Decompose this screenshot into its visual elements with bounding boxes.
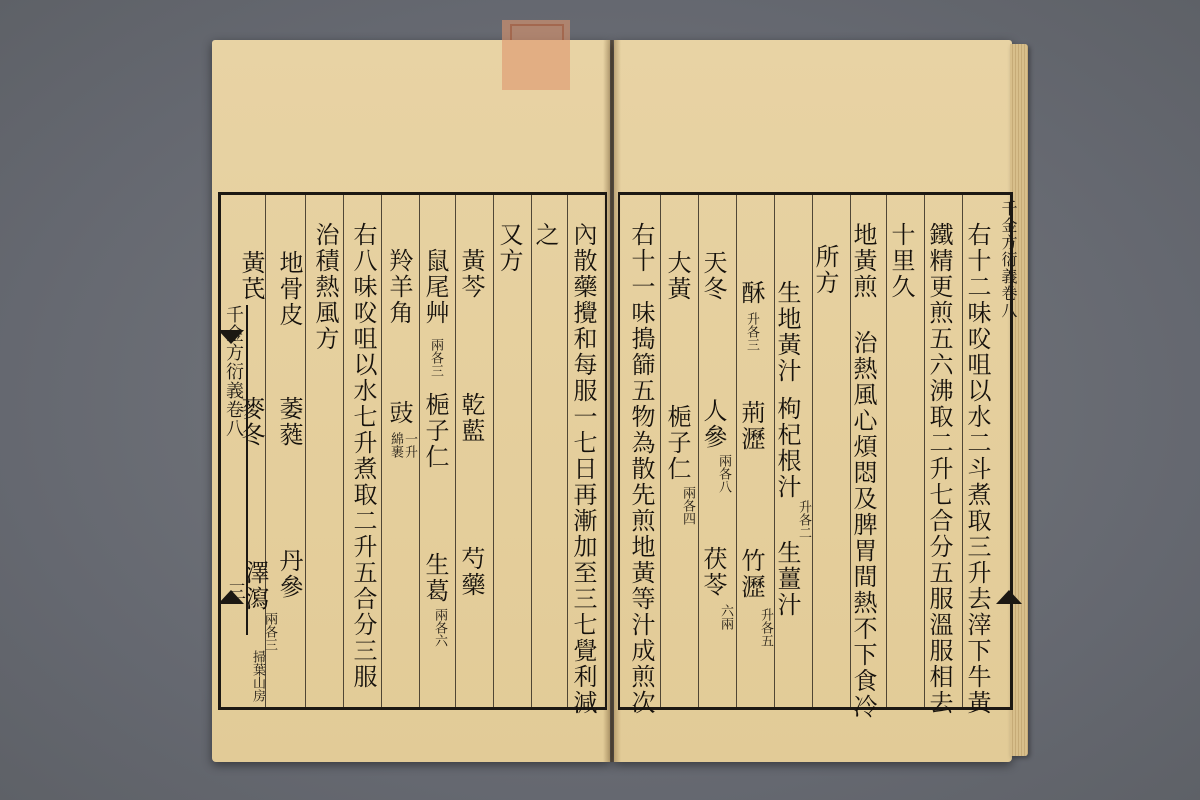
right-fishtail-icon xyxy=(996,590,1022,604)
left-col-9-a: 地骨皮 xyxy=(275,250,303,328)
right-col-9-a: 大黃 xyxy=(663,250,691,302)
right-col-7-c: 竹瀝 xyxy=(737,548,765,600)
right-col-9-b: 梔子仁 xyxy=(663,404,691,482)
right-col-6-a: 生地黃汁 xyxy=(773,280,801,384)
right-col-7-b: 荊瀝 xyxy=(737,400,765,452)
left-col-1: 內散藥攪和每服一七日再漸加至三七覺利減 xyxy=(569,222,597,716)
right-col-7-note-c: 升各五 xyxy=(758,608,773,647)
right-col-7-note: 升各三 xyxy=(744,312,759,351)
left-col-6-a: 羚羊角 xyxy=(385,248,413,326)
seal-mark-icon xyxy=(510,24,564,40)
left-col-5-note: 兩各三 xyxy=(428,338,443,377)
fishtail-top-icon xyxy=(218,330,244,344)
left-col-5-b: 梔子仁 xyxy=(421,392,449,470)
right-col-1: 右十二味㕮咀以水二斗煮取三升去滓下牛黃 xyxy=(963,222,991,716)
right-col-7-a: 酥 xyxy=(737,280,765,306)
left-col-10-c: 澤瀉 xyxy=(241,560,269,612)
left-col-5-note-c: 兩各六 xyxy=(432,608,447,647)
left-col-2: 之 xyxy=(531,222,559,248)
left-col-4-b: 乾藍 xyxy=(457,392,485,444)
right-col-9-note: 兩各四 xyxy=(680,486,695,525)
right-col-8-c: 茯苓 xyxy=(699,546,727,598)
left-col-3: 又方 xyxy=(495,222,523,274)
left-col-6-note: 一升 xyxy=(402,432,417,458)
right-col-3: 十里久 xyxy=(887,222,915,300)
right-col-5: 所方 xyxy=(811,244,839,296)
right-col-6-c: 生薑汁 xyxy=(773,540,801,618)
left-col-6-b: 豉 xyxy=(385,400,413,426)
left-col-6-note-b: 綿裹 xyxy=(388,432,403,458)
right-col-8-a: 天冬 xyxy=(699,250,727,302)
left-page-number: 三 xyxy=(225,582,246,600)
left-col-5-c: 生葛 xyxy=(421,552,449,604)
left-col-9-b: 萎蕤 xyxy=(275,396,303,448)
right-col-6-note: 升各二 xyxy=(796,500,811,539)
right-col-10: 右十一味搗篩五物為散先煎地黃等汁成煎次 xyxy=(627,222,655,716)
left-col-10-b: 麥冬 xyxy=(237,396,265,448)
publisher-imprint: 掃葉山房 xyxy=(250,650,265,702)
right-col-4-b: 治熱風心煩悶及脾胃間熱不下食冷 xyxy=(849,330,877,720)
left-col-10-note: 兩各三 xyxy=(262,612,277,651)
left-col-7: 右八味㕮咀以水七升煮取二升五合分三服 xyxy=(349,222,377,690)
left-col-4-c: 芍藥 xyxy=(457,546,485,598)
right-col-8-note-c: 六兩 xyxy=(718,604,733,630)
right-banxin xyxy=(996,200,1020,600)
left-col-5-a: 鼠尾艸 xyxy=(421,248,449,326)
right-col-4-a: 地黃煎 xyxy=(849,222,877,300)
right-col-2: 鐵精更煎五六沸取二升七合分五服溫服相去 xyxy=(925,222,953,716)
right-col-6-b: 枸杞根汁 xyxy=(773,396,801,500)
left-banxin-title: 千金方衍義卷八 xyxy=(223,305,244,438)
right-banxin-title: 千金方衍義卷八 xyxy=(999,200,1018,319)
left-col-10-a: 黃芪 xyxy=(237,250,265,302)
right-col-8-note: 兩各八 xyxy=(716,454,731,493)
left-col-8: 治積熱風方 xyxy=(311,222,339,352)
left-col-4-a: 黃芩 xyxy=(457,248,485,300)
right-col-8-b: 人參 xyxy=(699,398,727,450)
red-seal-stamp xyxy=(502,20,570,90)
left-col-9-c: 丹參 xyxy=(275,548,303,600)
